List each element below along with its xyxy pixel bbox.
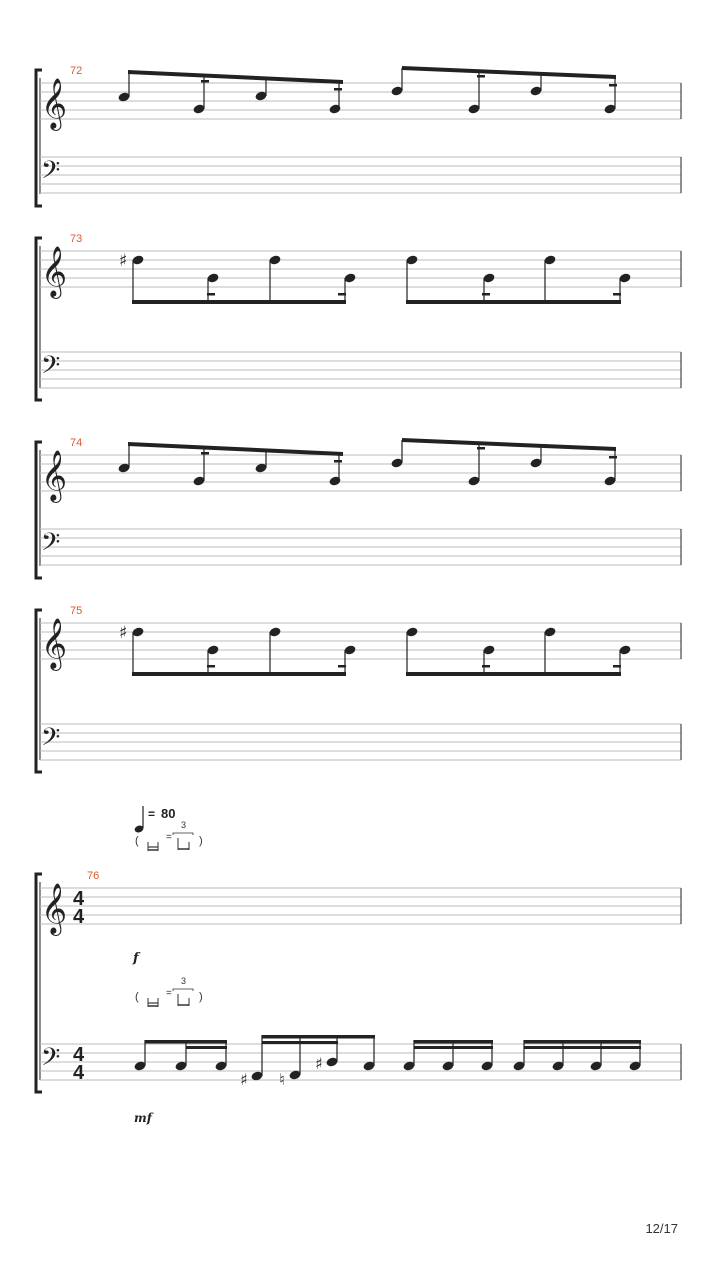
measure-number: 76	[87, 870, 100, 882]
svg-text:): )	[199, 991, 203, 1003]
treble-clef-icon: 𝄞	[41, 78, 68, 129]
time-sig-bottom: 4	[73, 906, 85, 928]
time-sig-top: 4	[73, 1044, 85, 1066]
treble-clef-icon: 𝄞	[41, 450, 68, 501]
tempo-equals: =	[148, 807, 156, 821]
svg-text:(: (	[135, 991, 139, 1003]
treble-clef-icon: 𝄞	[41, 883, 68, 934]
note-group	[117, 66, 617, 115]
bass-clef-icon: 𝄢	[41, 1043, 61, 1078]
bass-staff	[40, 352, 681, 388]
system-72	[36, 65, 681, 206]
tuplet-number: 3	[181, 820, 187, 830]
treble-staff	[40, 888, 681, 924]
svg-text:(: (	[135, 835, 139, 847]
bass-clef-icon: 𝄢	[41, 156, 61, 191]
measure-number: 73	[70, 233, 83, 245]
page-indicator: 12/17	[645, 1221, 678, 1236]
note-group	[117, 438, 617, 487]
measure-number: 75	[70, 605, 83, 617]
treble-staff	[40, 623, 681, 659]
svg-text:=: =	[166, 832, 172, 843]
note-group	[133, 1035, 641, 1082]
system-73	[36, 233, 681, 400]
treble-staff	[40, 251, 681, 287]
note-group	[131, 254, 631, 304]
treble-staff	[40, 455, 681, 491]
dynamic-marking: mf	[134, 1111, 152, 1125]
bass-staff	[40, 157, 681, 193]
natural-icon: ♮	[279, 1070, 285, 1089]
bass-clef-icon: 𝄢	[41, 723, 61, 758]
swing-marking	[135, 820, 203, 851]
note-group	[131, 626, 631, 676]
measure-number: 74	[70, 437, 83, 449]
dynamic-marking: f	[133, 951, 139, 966]
treble-clef-icon: 𝄞	[41, 246, 68, 297]
time-sig-top: 4	[73, 888, 85, 910]
treble-clef-icon: 𝄞	[41, 618, 68, 669]
time-sig-bottom: 4	[73, 1062, 85, 1084]
tempo-value: 80	[161, 806, 176, 821]
sharp-icon: ♯	[119, 251, 128, 271]
system-75	[36, 605, 681, 772]
svg-text:): )	[199, 835, 203, 847]
bass-staff	[40, 724, 681, 760]
bass-clef-icon: 𝄢	[41, 351, 61, 386]
measure-number: 72	[70, 65, 83, 77]
svg-text:=: =	[166, 988, 172, 999]
swing-marking	[135, 976, 203, 1007]
bass-staff	[40, 529, 681, 565]
bass-staff	[40, 1044, 681, 1080]
sharp-icon: ♯	[315, 1054, 323, 1073]
sharp-icon: ♯	[240, 1070, 248, 1089]
system-76	[36, 870, 681, 1125]
sharp-icon: ♯	[119, 623, 128, 643]
treble-staff	[40, 83, 681, 119]
system-74	[36, 437, 681, 578]
bass-clef-icon: 𝄢	[41, 528, 61, 563]
tempo-marking	[134, 806, 176, 834]
tuplet-number: 3	[181, 976, 187, 986]
